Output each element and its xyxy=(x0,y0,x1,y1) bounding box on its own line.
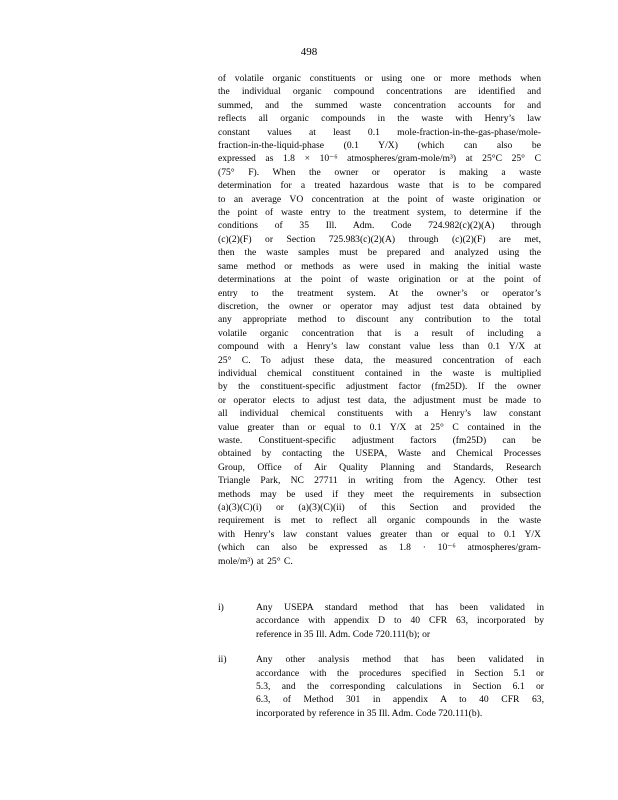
paragraph-line: expressed as 1.8 × 10⁻⁶ atmospheres/gram-mole/m³) at 25°C 25° C xyxy=(218,153,541,165)
paragraph-line: of volatile organic constituents or using one or more methods when xyxy=(218,73,541,84)
paragraph-line: compound with a Henry’s law constant value less than 0.1 Y/X at xyxy=(218,341,541,353)
paragraph-line: to an average VO concentration at the point of waste origination or xyxy=(218,193,541,205)
paragraph-line: (a)(3)(C)(i) or (a)(3)(C)(ii) of this Section and provided the xyxy=(218,502,541,513)
paragraph-line: requirement is met to reflect all organic compounds in the waste xyxy=(218,515,541,527)
paragraph-line: individual chemical constituent contained in the waste is multiplied xyxy=(218,367,541,379)
list-line: Any other analysis method that has been validated in xyxy=(256,654,544,666)
list-line: incorporated by reference in 35 Ill. Adm. Code 720.111(b). xyxy=(256,707,483,719)
paragraph-line: (c)(2)(F) or Section 725.983(c)(2)(A) through (c)(2)(F) are met, xyxy=(218,233,541,245)
paragraph-line: conditions of 35 Ill. Adm. Code 724.982(c)(2)(A) through xyxy=(218,220,541,232)
paragraph-line: volatile organic concentration that is a result of including a xyxy=(218,327,541,339)
paragraph-line: 25° C. To adjust these data, the measured concentration of each xyxy=(218,354,541,366)
subsection-list xyxy=(218,601,548,720)
paragraph-line: with Henry’s law constant values greater than or equal to 0.1 Y/X xyxy=(218,528,541,540)
paragraph-line: value greater than or equal to 0.1 Y/X at 25° C contained in the xyxy=(218,421,541,433)
list-line: accordance with appendix D to 40 CFR 63, incorporated by xyxy=(256,615,544,627)
list-item-ii xyxy=(218,653,548,720)
list-line: reference in 35 Ill. Adm. Code 720.111(b); or xyxy=(256,628,431,640)
paragraph-line: reflects all organic compounds in the waste with Henry’s law xyxy=(218,113,541,125)
paragraph-line: methods may be used if they meet the requirements in subsection xyxy=(218,488,541,500)
body-paragraph xyxy=(218,72,541,568)
paragraph-line: determination for a treated hazardous waste that is to be compared xyxy=(218,180,541,192)
paragraph-line: constant values at least 0.1 mole-fraction-in-the-gas-phase/mole- xyxy=(218,126,541,138)
list-item-text xyxy=(256,601,544,641)
paragraph-line: the individual organic compound concentrations are identified and xyxy=(218,86,541,98)
paragraph-line: Triangle Park, NC 27711 in writing from the Agency. Other test xyxy=(218,475,541,487)
list-marker: i) xyxy=(218,602,224,613)
paragraph-line: mole/m³) at 25° C. xyxy=(218,555,293,567)
list-line: 6.3, of Method 301 in appendix A to 40 CFR 63, xyxy=(256,694,544,706)
list-marker: ii) xyxy=(218,654,227,666)
paragraph-line: summed, and the summed waste concentration accounts for and xyxy=(218,99,541,111)
paragraph-line: (75° F). When the owner or operator is making a waste xyxy=(218,166,541,178)
paragraph-line: waste. Constituent-specific adjustment factors (fm25D) can be xyxy=(218,434,541,446)
paragraph-line: fraction-in-the-liquid-phase (0.1 Y/X) (which can also be xyxy=(218,140,541,152)
paragraph-line: then the waste samples must be prepared and analyzed using the xyxy=(218,247,541,259)
list-item-text xyxy=(256,653,544,720)
paragraph-line: Group, Office of Air Quality Planning and Standards, Research xyxy=(218,461,541,473)
page-number: 498 xyxy=(300,46,318,58)
paragraph-line: or operator elects to adjust test data, the adjustment must be made to xyxy=(218,394,541,406)
paragraph-line: by the constituent-specific adjustment factor (fm25D). If the owner xyxy=(218,381,541,393)
list-item-i xyxy=(218,601,548,641)
paragraph-line: any appropriate method to discount any contribution to the total xyxy=(218,314,541,326)
paragraph-line: entry to the treatment system. At the owner’s or operator’s xyxy=(218,287,541,299)
paragraph-line: obtained by contacting the USEPA, Waste and Chemical Processes xyxy=(218,448,541,460)
paragraph-line: the point of waste entry to the treatment system, to determine if the xyxy=(218,207,541,219)
list-line: accordance with the procedures specified in Section 5.1 or xyxy=(256,667,544,679)
list-line: 5.3, and the corresponding calculations in Section 6.1 or xyxy=(256,681,544,693)
list-line: Any USEPA standard method that has been validated in xyxy=(256,602,544,613)
paragraph-line: all individual chemical constituents with a Henry’s law constant xyxy=(218,408,541,420)
paragraph-line: (which can also be expressed as 1.8 · 10⁻⁶ atmospheres/gram- xyxy=(218,542,541,554)
paragraph-line: discretion, the owner or operator may adjust test data obtained by xyxy=(218,300,541,312)
paragraph-line: determinations at the point of waste origination or at the point of xyxy=(218,274,541,286)
paragraph-line: same method or methods as were used in making the initial waste xyxy=(218,260,541,272)
